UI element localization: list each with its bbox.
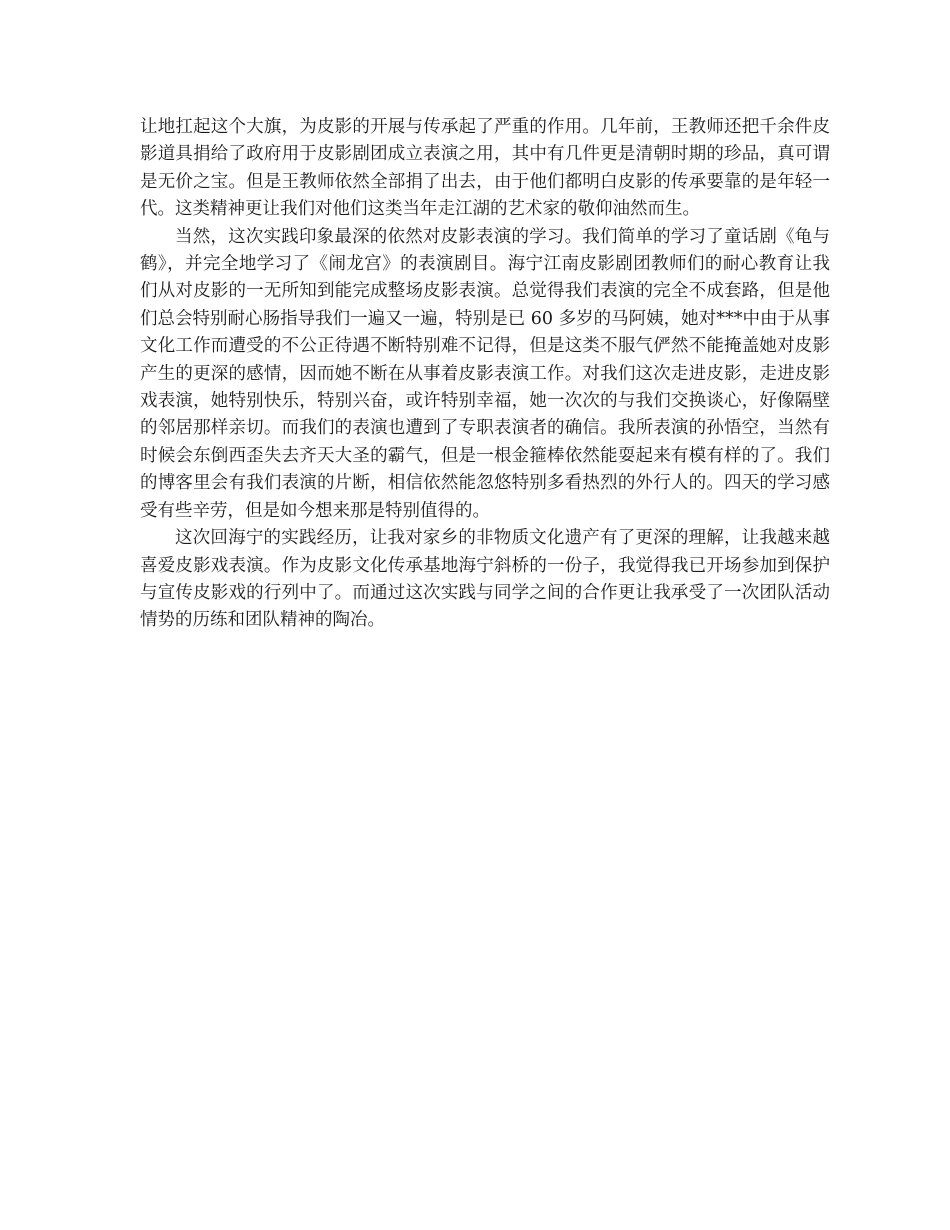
document-body bbox=[140, 114, 830, 635]
paragraph-conclusion: 这次回海宁的实践经历，让我对家乡的非物质文化遗产有了更深的理解，让我越来越喜爱皮影戏表演。作为皮影文化传承基地海宁斜桥的一份子，我觉得我已开场参加到保护与宣传皮影戏的行列中了。而通过这次实践与同学之间的合作更让我承受了一次团队活动情势的历练和团队精神的陶冶。 bbox=[140, 528, 830, 631]
paragraph-continuation: 让地扛起这个大旗，为皮影的开展与传承起了严重的作用。几年前，王教师还把千余件皮影道具捐给了政府用于皮影剧团成立表演之用，其中有几件更是清朝时期的珍品，真可谓是无价之宝。但是王教师依然全部捐了出去，由于他们都明白皮影的传承要靠的是年轻一代。这类精神更让我们对他们这类当年走江湖的艺术家的敬仰油然而生。 bbox=[140, 117, 830, 220]
paragraph-shadow-puppet-learning: 当然，这次实践印象最深的依然对皮影表演的学习。我们简单的学习了童话剧《龟与鹤》，并完全地学习了《闹龙宫》的表演剧目。海宁江南皮影剧团教师们的耐心教育让我们从对皮影的一无所知到能完成整场皮影表演。总觉得我们表演的完全不成套路，但是他们总会特别耐心肠指导我们一遍又一遍，特别是已 60 多岁的马阿姨，她对***中由于从事文化工作而遭受的不公正待遇不断特别难不记得，但是这类不服气俨然不能掩盖她对皮影产生的更深的感情，因而她不断在从事着皮影表演工作。对我们这次走进皮影，走进皮影戏表演，她特别快乐，特别兴奋，或许特别幸福，她一次次的与我们交换谈心，好像隔壁的邻居那样亲切。而我们的表演也遭到了专职表演者的确信。我所表演的孙悟空，当然有时候会东倒西歪失去齐天大圣的霸气，但是一根金箍棒依然能耍起来有模有样的了。我们的博客里会有我们表演的片断，相信依然能忽悠特别多看热烈的外行人的。四天的学习感受有些辛劳，但是如今想来那是特别值得的。 bbox=[140, 226, 830, 521]
